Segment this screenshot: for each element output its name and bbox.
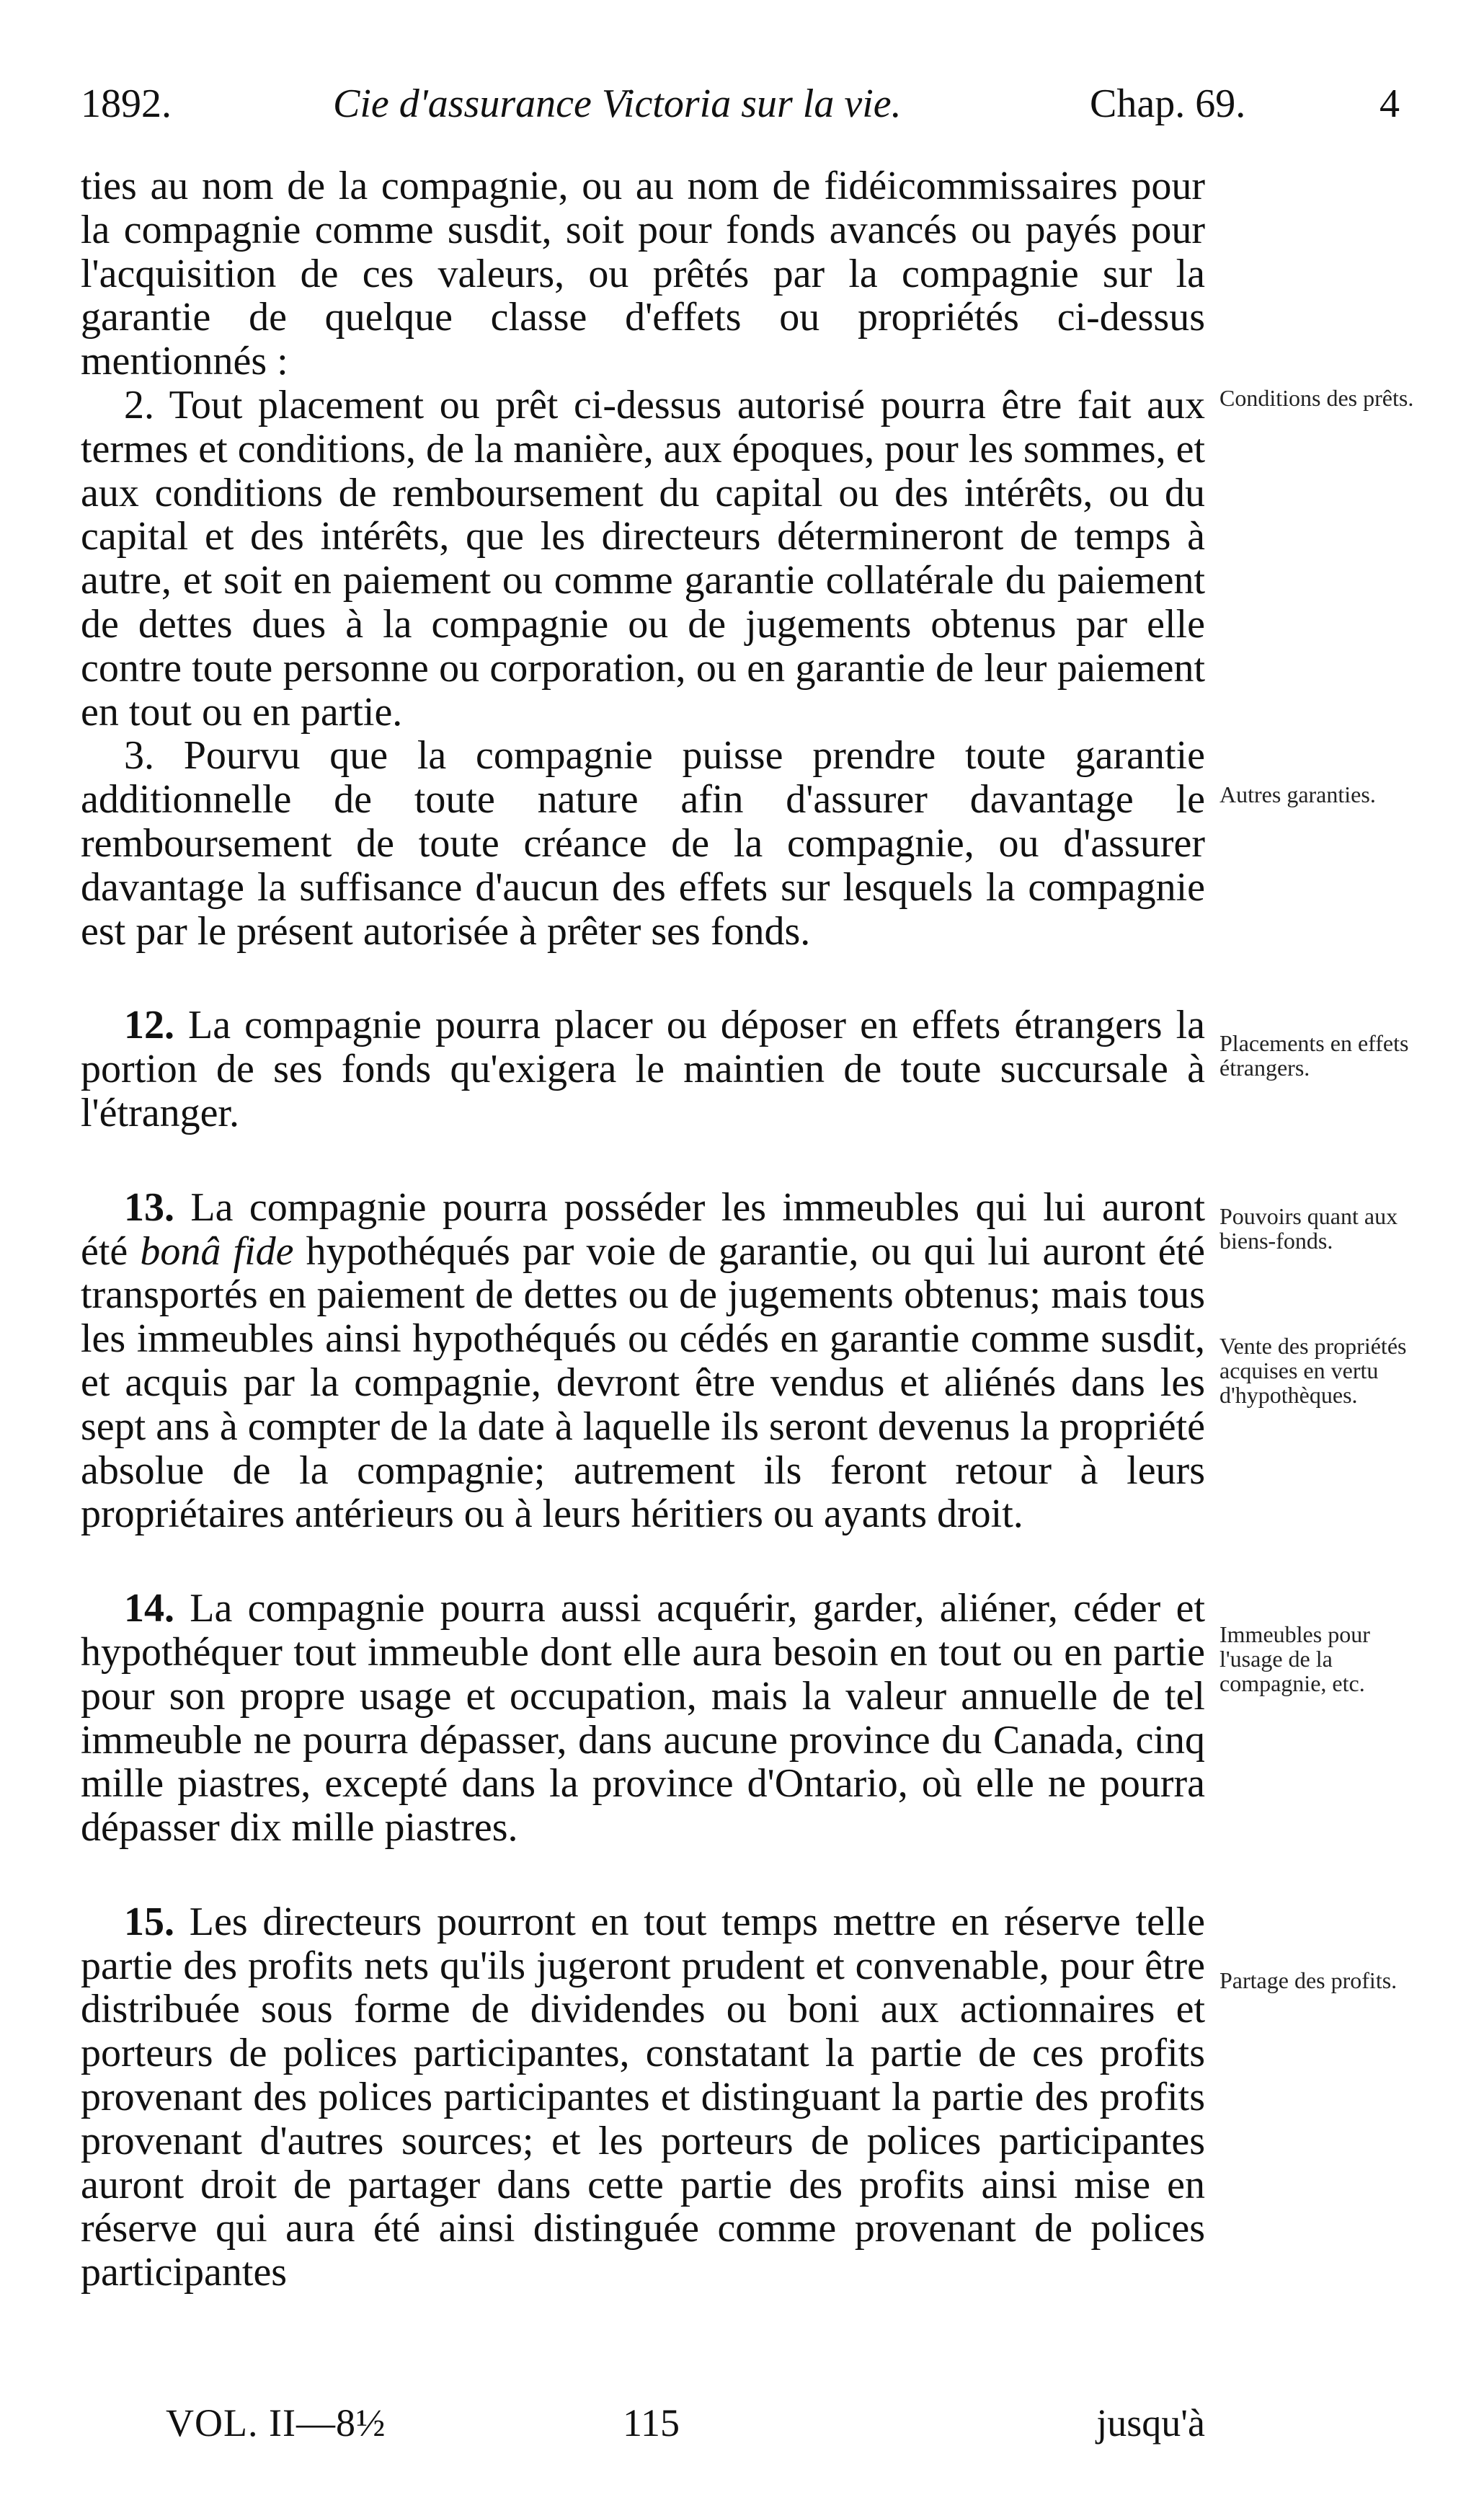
section-14-text: La compagnie pourra aussi acquérir, garder, aliéner, céder et hypothéquer tout immeuble dont elle aura besoin en tout ou en partie pour son propre usage et occupation, mais la valeur annuelle de tel immeuble ne pourra dépasser, dans aucune province du Canada, cinq mille piastres, excepté dans la province d'Ontario, où elle ne pourra dépasser dix mille piastres. — [81, 1586, 1206, 1851]
section-13-text-a: La compagnie pourra posséder les immeubles qui lui auront été — [81, 1184, 1206, 1274]
section-15-text: Les directeurs pourront en tout temps mettre en réserve telle partie des profits nets qu'ils jugeront prudent et convenable, pour être distribuée sous forme de dividendes ou boni aux actionnaires et porteurs de polices participantes, constatant la partie de ces profits provenant des polices participantes et distinguant la partie des profits provenant d'autres sources; et les porteurs de polices participantes auront droit de partager dans cette partie des profits ainsi mise en réserve qui aura été ainsi distinguée comme provenant de polices participantes — [81, 1899, 1206, 2295]
section-13 — [81, 1186, 1205, 1536]
footer-catchword: jusqu'à — [1096, 2401, 1205, 2445]
paragraph-continued: ties au nom de la compagnie, ou au nom de fidéicommissaires pour la compagnie comme susdit, soit pour fonds avancés ou payés pour l'acquisition de ces valeurs, ou prêtés par la compagnie sur la garantie de quelque classe d'effets ou propriétés ci-dessus mentionnés : — [81, 164, 1205, 384]
header-chapter: Chap. 69. — [1090, 81, 1246, 126]
section-13-number: 13. — [124, 1184, 174, 1230]
section-14-number: 14. — [124, 1586, 174, 1631]
paragraph-subsection-3: 3. Pourvu que la compagnie puisse prendre toute garantie additionnelle de toute nature afin d'assurer davantage le remboursement de toute créance de la compagnie, ou d'assurer davantage la suffisance d'aucun des effets sur lesquels la compagnie est par le présent autorisée à prêter ses fonds. — [81, 733, 1205, 954]
footer-volume: VOL. II—8½ — [166, 2401, 386, 2445]
margin-note-autres-garanties: Autres garanties. — [1219, 781, 1376, 807]
margin-note-partage: Partage des profits. — [1219, 1967, 1398, 1993]
section-12 — [81, 1003, 1205, 1135]
margin-note-conditions: Conditions des prêts. — [1219, 385, 1414, 411]
section-14 — [81, 1587, 1205, 1850]
margin-note-placements: Placements en effets étrangers. — [1219, 1030, 1409, 1081]
section-12-number: 12. — [124, 1003, 174, 1048]
body-text — [81, 164, 1205, 2295]
section-15-number: 15. — [124, 1899, 174, 1944]
section-13-latin-term: bonâ fide — [140, 1228, 294, 1274]
section-13-text-b: hypothéqués par voie de garantie, ou qui lui auront été transportés en paiement de dettes ou de jugements obtenus; mais tous les immeubles ainsi hypothéqués ou cédés en garantie comme susdit, et acquis par la compagnie, devront être vendus et aliénés dans les sept ans à compter de la date à laquelle ils seront devenus la propriété absolue de la compagnie; autrement ils feront retour à leurs propriétaires antérieurs ou à leurs héritiers ou ayants droit. — [81, 1228, 1206, 1537]
header-year: 1892. — [81, 81, 172, 126]
margin-note-pouvoirs: Pouvoirs quant aux biens-fonds. — [1219, 1203, 1398, 1254]
header-title: Cie d'assurance Victoria sur la vie. — [333, 81, 902, 126]
paragraph-subsection-2: 2. Tout placement ou prêt ci-dessus autorisé pourra être fait aux termes et conditions, de la manière, aux époques, pour les sommes, et aux conditions de remboursement du capital ou des intérêts, ou du capital et des intérêts, que les directeurs détermineront de temps à autre, et soit en paiement ou comme garantie collatérale du paiement de dettes dues à la compagnie ou de jugements obtenus par elle contre toute personne ou corporation, ou en garantie de leur paiement en tout ou en partie. — [81, 382, 1205, 735]
margin-note-vente: Vente des propriétés acquises en vertu d'hypothèques. — [1219, 1333, 1407, 1408]
page-footer — [81, 2401, 1205, 2451]
header-page-number: 4 — [1379, 81, 1400, 126]
section-12-text: La compagnie pourra placer ou déposer en effets étrangers la portion de ses fonds qu'exigera le maintien de toute succursale à l'étranger. — [81, 1003, 1206, 1135]
footer-page-number: 115 — [623, 2401, 680, 2445]
section-15 — [81, 1900, 1205, 2295]
running-header — [81, 81, 1400, 131]
margin-note-immeubles: Immeubles pour l'usage de la compagnie, etc. — [1219, 1621, 1370, 1696]
